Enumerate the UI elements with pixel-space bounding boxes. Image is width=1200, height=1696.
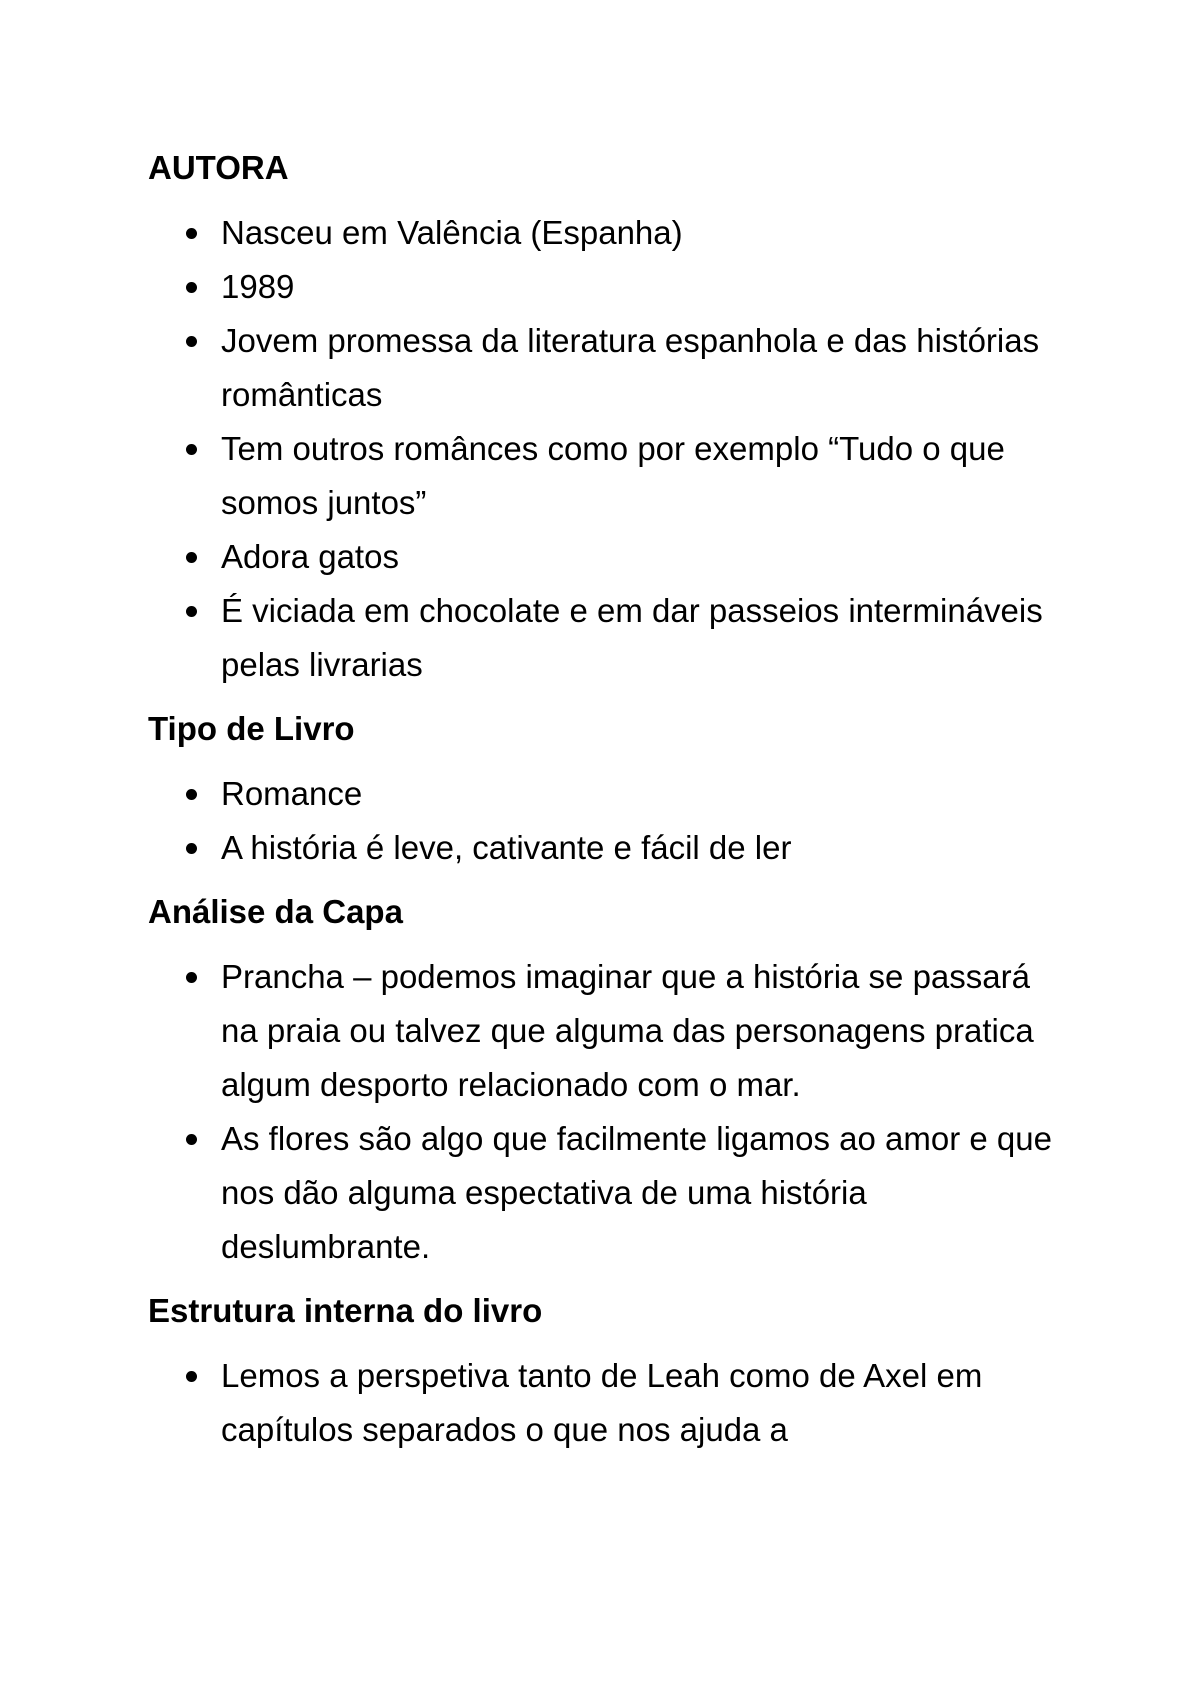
list-item <box>148 950 1058 1112</box>
list-item <box>148 422 1058 530</box>
list-item-text: As flores são algo que facilmente ligamos ao amor e que nos dão alguma espectativa de uma história deslumbrante. <box>221 1120 1052 1265</box>
section-estrutura-interna <box>148 1291 1058 1457</box>
list-item-text: Adora gatos <box>221 538 399 575</box>
list-item-text: Lemos a perspetiva tanto de Leah como de Axel em capítulos separados o que nos ajuda a <box>221 1357 983 1448</box>
document-body <box>148 148 1058 1474</box>
section-heading: Análise da Capa <box>148 893 403 930</box>
list-item <box>148 1112 1058 1274</box>
list-item <box>148 530 1058 584</box>
bullet-icon <box>186 336 197 347</box>
list-item <box>148 206 1058 260</box>
list-item <box>148 584 1058 692</box>
bullet-icon <box>186 789 197 800</box>
bullet-icon <box>186 1371 197 1382</box>
bullet-icon <box>186 972 197 983</box>
bullet-list <box>148 206 1058 692</box>
bullet-icon <box>186 606 197 617</box>
bullet-icon <box>186 282 197 293</box>
list-item <box>148 1349 1058 1457</box>
bullet-list <box>148 767 1058 875</box>
bullet-icon <box>186 843 197 854</box>
section-tipo-de-livro <box>148 709 1058 875</box>
list-item-text: Tem outros românces como por exemplo “Tudo o que somos juntos” <box>221 430 1005 521</box>
list-item-text: A história é leve, cativante e fácil de ler <box>221 829 792 866</box>
bullet-icon <box>186 444 197 455</box>
section-autora <box>148 148 1058 692</box>
section-analise-da-capa <box>148 892 1058 1274</box>
section-heading: Tipo de Livro <box>148 710 355 747</box>
list-item-text: Prancha – podemos imaginar que a história se passará na praia ou talvez que alguma das personagens pratica algum desporto relacionado com o mar. <box>221 958 1034 1103</box>
bullet-list <box>148 950 1058 1274</box>
list-item <box>148 260 1058 314</box>
bullet-list <box>148 1349 1058 1457</box>
list-item-text: 1989 <box>221 268 295 305</box>
bullet-icon <box>186 552 197 563</box>
list-item-text: É viciada em chocolate e em dar passeios intermináveis pelas livrarias <box>221 592 1043 683</box>
list-item-text: Nasceu em Valência (Espanha) <box>221 214 683 251</box>
list-item-text: Jovem promessa da literatura espanhola e das histórias românticas <box>221 322 1040 413</box>
bullet-icon <box>186 228 197 239</box>
list-item-text: Romance <box>221 775 363 812</box>
list-item <box>148 821 1058 875</box>
list-item <box>148 314 1058 422</box>
section-heading: AUTORA <box>148 149 289 186</box>
bullet-icon <box>186 1134 197 1145</box>
list-item <box>148 767 1058 821</box>
section-heading: Estrutura interna do livro <box>148 1292 543 1329</box>
